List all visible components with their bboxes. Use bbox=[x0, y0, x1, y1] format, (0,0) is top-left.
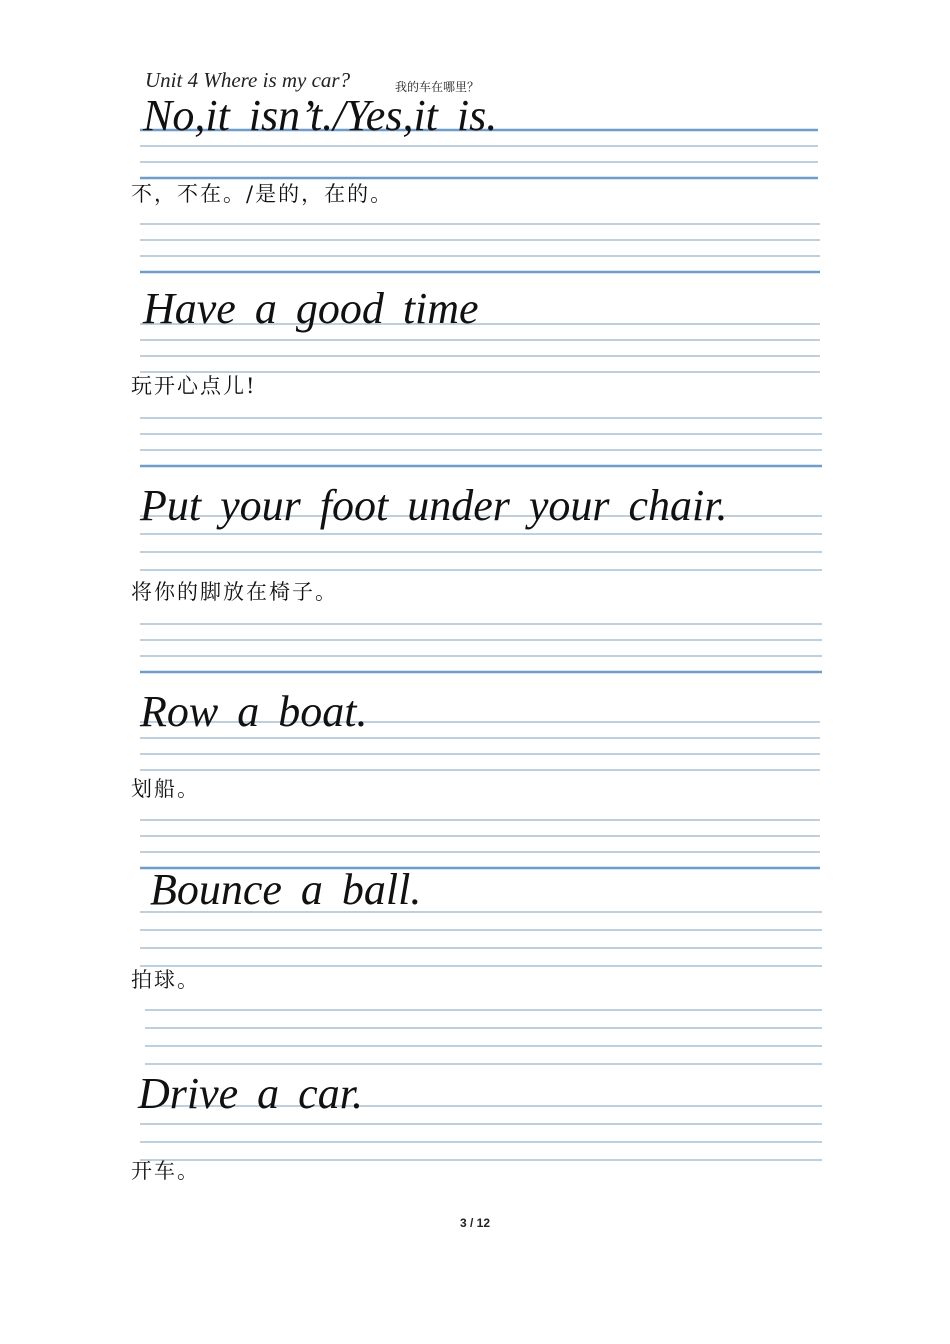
phrase-english-4: Row a boat. bbox=[140, 687, 368, 736]
page-number: 3 / 12 bbox=[459, 1216, 491, 1230]
phrase-chinese-4: 划船。 bbox=[131, 777, 200, 801]
phrase-english-2: Have a good time bbox=[143, 284, 479, 333]
unit-title: Unit 4 Where is my car? bbox=[145, 68, 351, 92]
phrase-english-1: No,it isn’t./Yes,it is. bbox=[143, 91, 498, 140]
phrase-chinese-2: 玩开心点儿! bbox=[131, 374, 257, 398]
phrase-english-3: Put your foot under your chair. bbox=[140, 481, 728, 530]
phrase-chinese-3: 将你的脚放在椅子。 bbox=[131, 580, 338, 604]
phrase-chinese-6: 开车。 bbox=[131, 1159, 200, 1183]
phrase-chinese-5: 拍球。 bbox=[131, 968, 200, 992]
unit-title-chinese: 我的车在哪里？ bbox=[395, 80, 480, 94]
phrase-english-6: Drive a car. bbox=[138, 1069, 363, 1118]
phrase-english-5: Bounce a ball. bbox=[150, 865, 422, 914]
phrase-chinese-1: 不，不在。/是的，在的。 bbox=[131, 182, 394, 206]
